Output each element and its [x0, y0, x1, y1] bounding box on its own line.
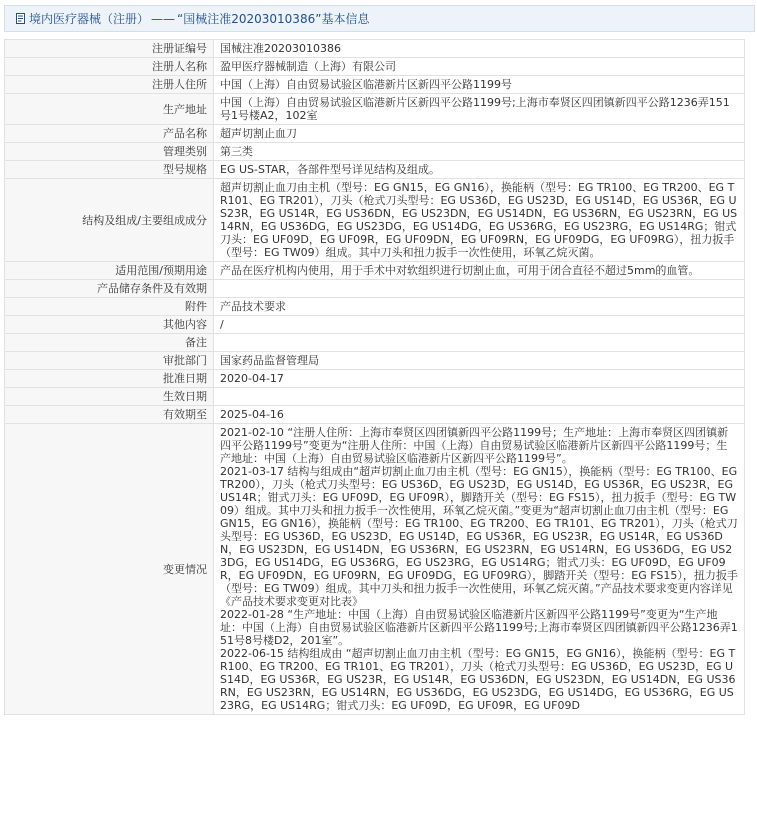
info-row	[5, 388, 745, 406]
field-label: 适用范围/预期用途	[5, 262, 214, 280]
field-value: 中国（上海）自由贸易试验区临港新片区新四平公路1199号	[214, 76, 745, 94]
info-row	[5, 406, 745, 424]
info-row	[5, 161, 745, 179]
change-entry: 2022-06-15 结构组成由 “超声切割止血刀由主机（型号：EG GN15，EG GN16），换能柄（型号：EG TR100、EG TR200、EG TR101、EG TR201），刀头（枪式刀头型号：EG US36D，EG US23D，EG US14D，EG US36R，EG US23R，EG US14R，EG US36DN，EG US23DN，EG US14DN，EG US36RN，EG US23RN，EG US14RN，EG US36DG，EG US23DG，EG US14DG，EG US36RG，EG US23RG，EG US14RG；钳式刀头：EG UF09D，EG UF09R，EG UF09D	[220, 647, 736, 712]
field-label: 批准日期	[5, 370, 214, 388]
field-value: 2020-04-17	[214, 370, 745, 388]
info-row	[5, 94, 745, 125]
field-label: 结构及组成/主要组成成分	[5, 179, 214, 262]
page-title-suffix: 基本信息	[321, 12, 370, 26]
field-label: 管理类别	[5, 143, 214, 161]
info-row	[5, 76, 745, 94]
field-value: EG US-STAR，各部件型号详见结构及组成。	[214, 161, 745, 179]
info-row	[5, 179, 745, 262]
field-value: 盈甲医疗器械制造（上海）有限公司	[214, 58, 745, 76]
document-icon	[15, 13, 26, 24]
page-title-bar	[4, 5, 755, 32]
info-row	[5, 58, 745, 76]
field-label: 变更情况	[5, 424, 214, 715]
change-entry: 2022-01-28 “生产地址：中国（上海）自由贸易试验区临港新片区新四平公路1199号”变更为“生产地址：中国（上海）自由贸易试验区临港新片区新四平公路1199号;上海市奉贤区四团镇新四平公路1236弄151号8号楼D2，201室”。	[220, 608, 738, 647]
change-entry: 2021-02-10 “注册人住所：上海市奉贤区四团镇新四平公路1199号；生产地址：上海市奉贤区四团镇新四平公路1199号”变更为“注册人住所：中国（上海）自由贸易试验区临港新片区新四平公路1199号；生产地址：中国（上海）自由贸易试验区临港新片区新四平公路1199号”。	[220, 426, 729, 465]
field-label: 审批部门	[5, 352, 214, 370]
info-row	[5, 262, 745, 280]
registration-info-table	[4, 39, 745, 715]
info-row	[5, 334, 745, 352]
info-row	[5, 298, 745, 316]
field-label: 备注	[5, 334, 214, 352]
field-value: 超声切割止血刀	[214, 125, 745, 143]
field-value: 国家药品监督管理局	[214, 352, 745, 370]
info-row	[5, 125, 745, 143]
field-label: 附件	[5, 298, 214, 316]
change-history-value	[214, 424, 745, 715]
field-value	[214, 334, 745, 352]
title-separator: ——	[151, 11, 176, 26]
field-label: 产品名称	[5, 125, 214, 143]
field-value: /	[214, 316, 745, 334]
change-entry: 2021-03-17 结构与组成由“超声切割止血刀由主机（型号：EG GN15），换能柄（型号：EG TR100、EG TR200），刀头（枪式刀头型号：EG US36D，EG US23D，EG US14D，EG US36R，EG US23R，EG US14R；钳式刀头：EG UF09D，EG UF09R），脚踏开关（型号：EG FS15），扭力扳手（型号：EG TW09）组成。其中刀头和扭力扳手一次性使用，环氧乙烷灭菌。”变更为“超声切割止血刀由主机（型号：EG GN15，EG GN16），换能柄（型号：EG TR100、EG TR200、EG TR101、EG TR201），刀头（枪式刀头型号：EG US36D，EG US23D，EG US14D，EG US36R，EG US23R，EG US14R，EG US36DN，EG US23DN，EG US14DN，EG US36RN，EG US23RN，EG US14RN，EG US36DG，EG US23DG，EG US14DG，EG US36RG，EG US23RG，EG US14RG；钳式刀头：EG UF09D，EG UF09R，EG UF09DN，EG UF09RN，EG UF09DG，EG UF09RG），脚踏开关（型号：EG FS15），扭力扳手（型号：EG TW09）组成。其中刀头和扭力扳手一次性使用，环氧乙烷灭菌。”产品技术要求变更内容详见《产品技术要求变更对比表》	[220, 465, 738, 608]
field-value: 超声切割止血刀由主机（型号：EG GN15，EG GN16），换能柄（型号：EG TR100、EG TR200、EG TR101、EG TR201），刀头（枪式刀头型号：EG US36D，EG US23D，EG US14D，EG US36R，EG US23R，EG US14R，EG US36DN，EG US23DN，EG US14DN，EG US36RN，EG US23RN，EG US14RN，EG US36DG，EG US23DG，EG US14DG，EG US36RG，EG US23RG，EG US14RG；钳式刀头：EG UF09D，EG UF09R，EG UF09DN，EG UF09RN，EG UF09DG，EG UF09RG），扭力扳手（型号：EG TW09）组成。其中刀头和扭力扳手一次性使用，环氧乙烷灭菌。	[214, 179, 745, 262]
info-row	[5, 370, 745, 388]
field-value: 2025-04-16	[214, 406, 745, 424]
field-value	[214, 388, 745, 406]
change-history-row	[5, 424, 745, 715]
info-row	[5, 280, 745, 298]
field-label: 生效日期	[5, 388, 214, 406]
field-label: 注册证编号	[5, 40, 214, 58]
info-row	[5, 40, 745, 58]
field-label: 型号规格	[5, 161, 214, 179]
field-value: 产品在医疗机构内使用，用于手术中对软组织进行切割止血，可用于闭合直径不超过5mm的血管。	[214, 262, 745, 280]
field-value: 产品技术要求	[214, 298, 745, 316]
info-row	[5, 143, 745, 161]
field-value: 中国（上海）自由贸易试验区临港新片区新四平公路1199号;上海市奉贤区四团镇新四平公路1236弄151号1号楼A2，102室	[214, 94, 745, 125]
info-row	[5, 352, 745, 370]
field-label: 注册人住所	[5, 76, 214, 94]
field-value: 第三类	[214, 143, 745, 161]
field-label: 产品储存条件及有效期	[5, 280, 214, 298]
field-value: 国械注准20203010386	[214, 40, 745, 58]
field-label: 其他内容	[5, 316, 214, 334]
registration-number-title: “国械注准20203010386”	[177, 12, 322, 26]
field-label: 生产地址	[5, 94, 214, 125]
page-category: 境内医疗器械（注册）	[29, 12, 150, 26]
field-label: 有效期至	[5, 406, 214, 424]
field-value	[214, 280, 745, 298]
info-row	[5, 316, 745, 334]
field-label: 注册人名称	[5, 58, 214, 76]
